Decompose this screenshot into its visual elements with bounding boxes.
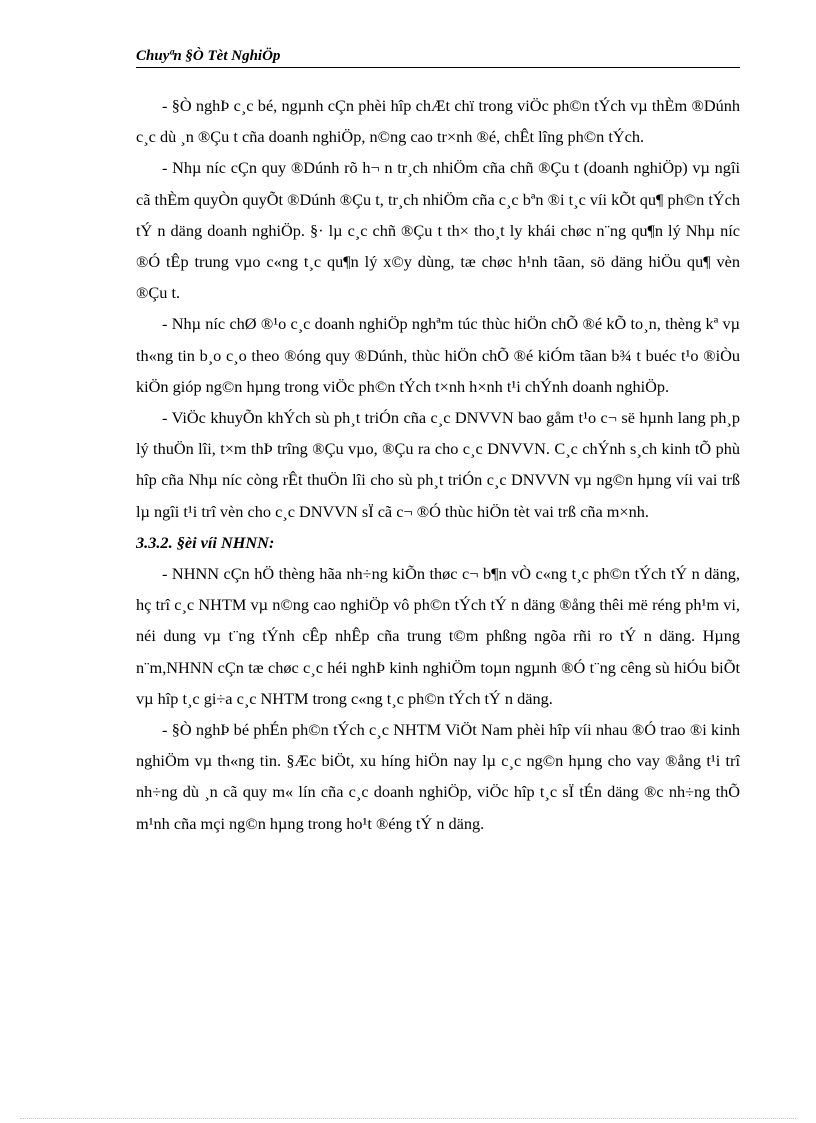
- paragraph: - §Ò nghÞ bé phÉn ph©n tÝch c¸c NHTM ViÖt Nam phèi hîp víi nhau ®Ó trao ®i kinh nghiÖm vµ th«ng tin. §Æc biÖt, xu híng hiÖn nay lµ c¸c ng©n hµng cho vay ®ång t¹i trî nh÷ng dù ¸n cã quy m« lín cña c¸c doanh nghiÖp, viÖc hîp t¸c sÏ tÉn däng ®c nh÷ng thÕ m¹nh cña mçi ng©n hµng trong ho¹t ®éng tÝ n däng.: [136, 720, 740, 833]
- paragraph: - Nhµ níc cÇn quy ®Dúnh rõ h¬ n tr¸ch nhiÖm cña chñ ®Çu t (doanh nghiÖp) vµ ngîi cã thÈm quyÒn quyÕt ®Dúnh ®Çu t, tr¸ch nhiÖm cña c¸c bªn ®i t¸c víi kÕt qu¶ ph©n tÝch tÝ n däng doanh nghiÖp. §· lµ c¸c chñ ®Çu t th× tho¸t ly khái chøc n¨ng qu¶n lý Nhµ níc ®Ó tÊp trung vµo c«ng t¸c qu¶n lý x©y dùng, tæ chøc h¹nh tãan, sö däng hiÖu qu¶ vèn ®Çu t.: [136, 158, 740, 303]
- header-title: Chuyªn §Ò Tèt NghiÖp: [136, 48, 281, 64]
- paragraph: - ViÖc khuyÕn khÝch sù ph¸t triÓn cña c¸c DNVVN bao gåm t¹o c¬ së hµnh lang ph¸p lý thuÖn lîi, t×m thÞ trîng ®Çu vµo, ®Çu ra cho c¸c DNVVN. C¸c chÝnh s¸ch kinh tÕ phù hîp cña Nhµ níc còng rÊt thuÖn lîi cho sù ph¸t triÓn c¸c DNVVN vµ ng©n hµng víi vai trß lµ ngîi t¹i trî vèn cho c¸c DNVVN sÏ cã c¬ ®Ó thùc hiÖn tèt vai trß cña m×nh.: [136, 408, 740, 521]
- document-body: [136, 90, 740, 839]
- paragraph: - Nhµ níc chØ ®¹o c¸c doanh nghiÖp nghªm túc thùc hiÖn chÕ ®é kÕ to¸n, thèng kª vµ th«ng tin b¸o c¸o theo ®óng quy ®Dúnh, thùc hiÖn chÕ ®é kiÓm tãan b¾ t buéc t¹o ®iÒu kiÖn gióp ng©n hµng trong viÖc ph©n tÝch t×nh h×nh t¹i chÝnh doanh nghiÖp.: [136, 314, 740, 396]
- page-header: [136, 48, 740, 68]
- paragraph: - §Ò nghÞ c¸c bé, ngµnh cÇn phèi hîp chÆt chï trong viÖc ph©n tÝch vµ thÈm ®Dúnh c¸c dù ¸n ®Çu t cña doanh nghiÖp, n©ng cao tr×nh ®é, chÊt lîng ph©n tÝch.: [136, 96, 740, 147]
- paragraph: - NHNN cÇn hÖ thèng hãa nh÷ng kiÕn thøc c¬ b¶n vÒ c«ng t¸c ph©n tÝch tÝ n däng, hç trî c¸c NHTM vµ n©ng cao nghiÖp vô ph©n tÝch tÝ n däng ®ång thêi më réng ph¹m vi, néi dung vµ t¨ng tÝnh cÊp nhÊp cña trung t©m phßng ngõa rñi ro tÝ n däng. Hµng n¨m,NHNN cÇn tæ chøc c¸c héi nghÞ kinh nghiÖm toµn ngµnh ®Ó t¨ng cêng sù hiÓu biÕt vµ hîp t¸c gi÷a c¸c NHTM trong c«ng t¸c ph©n tÝch tÝ n däng.: [136, 564, 740, 708]
- page-bottom-divider: [20, 1118, 796, 1119]
- section-heading: 3.3.2. §èi víi NHNN:: [136, 532, 275, 552]
